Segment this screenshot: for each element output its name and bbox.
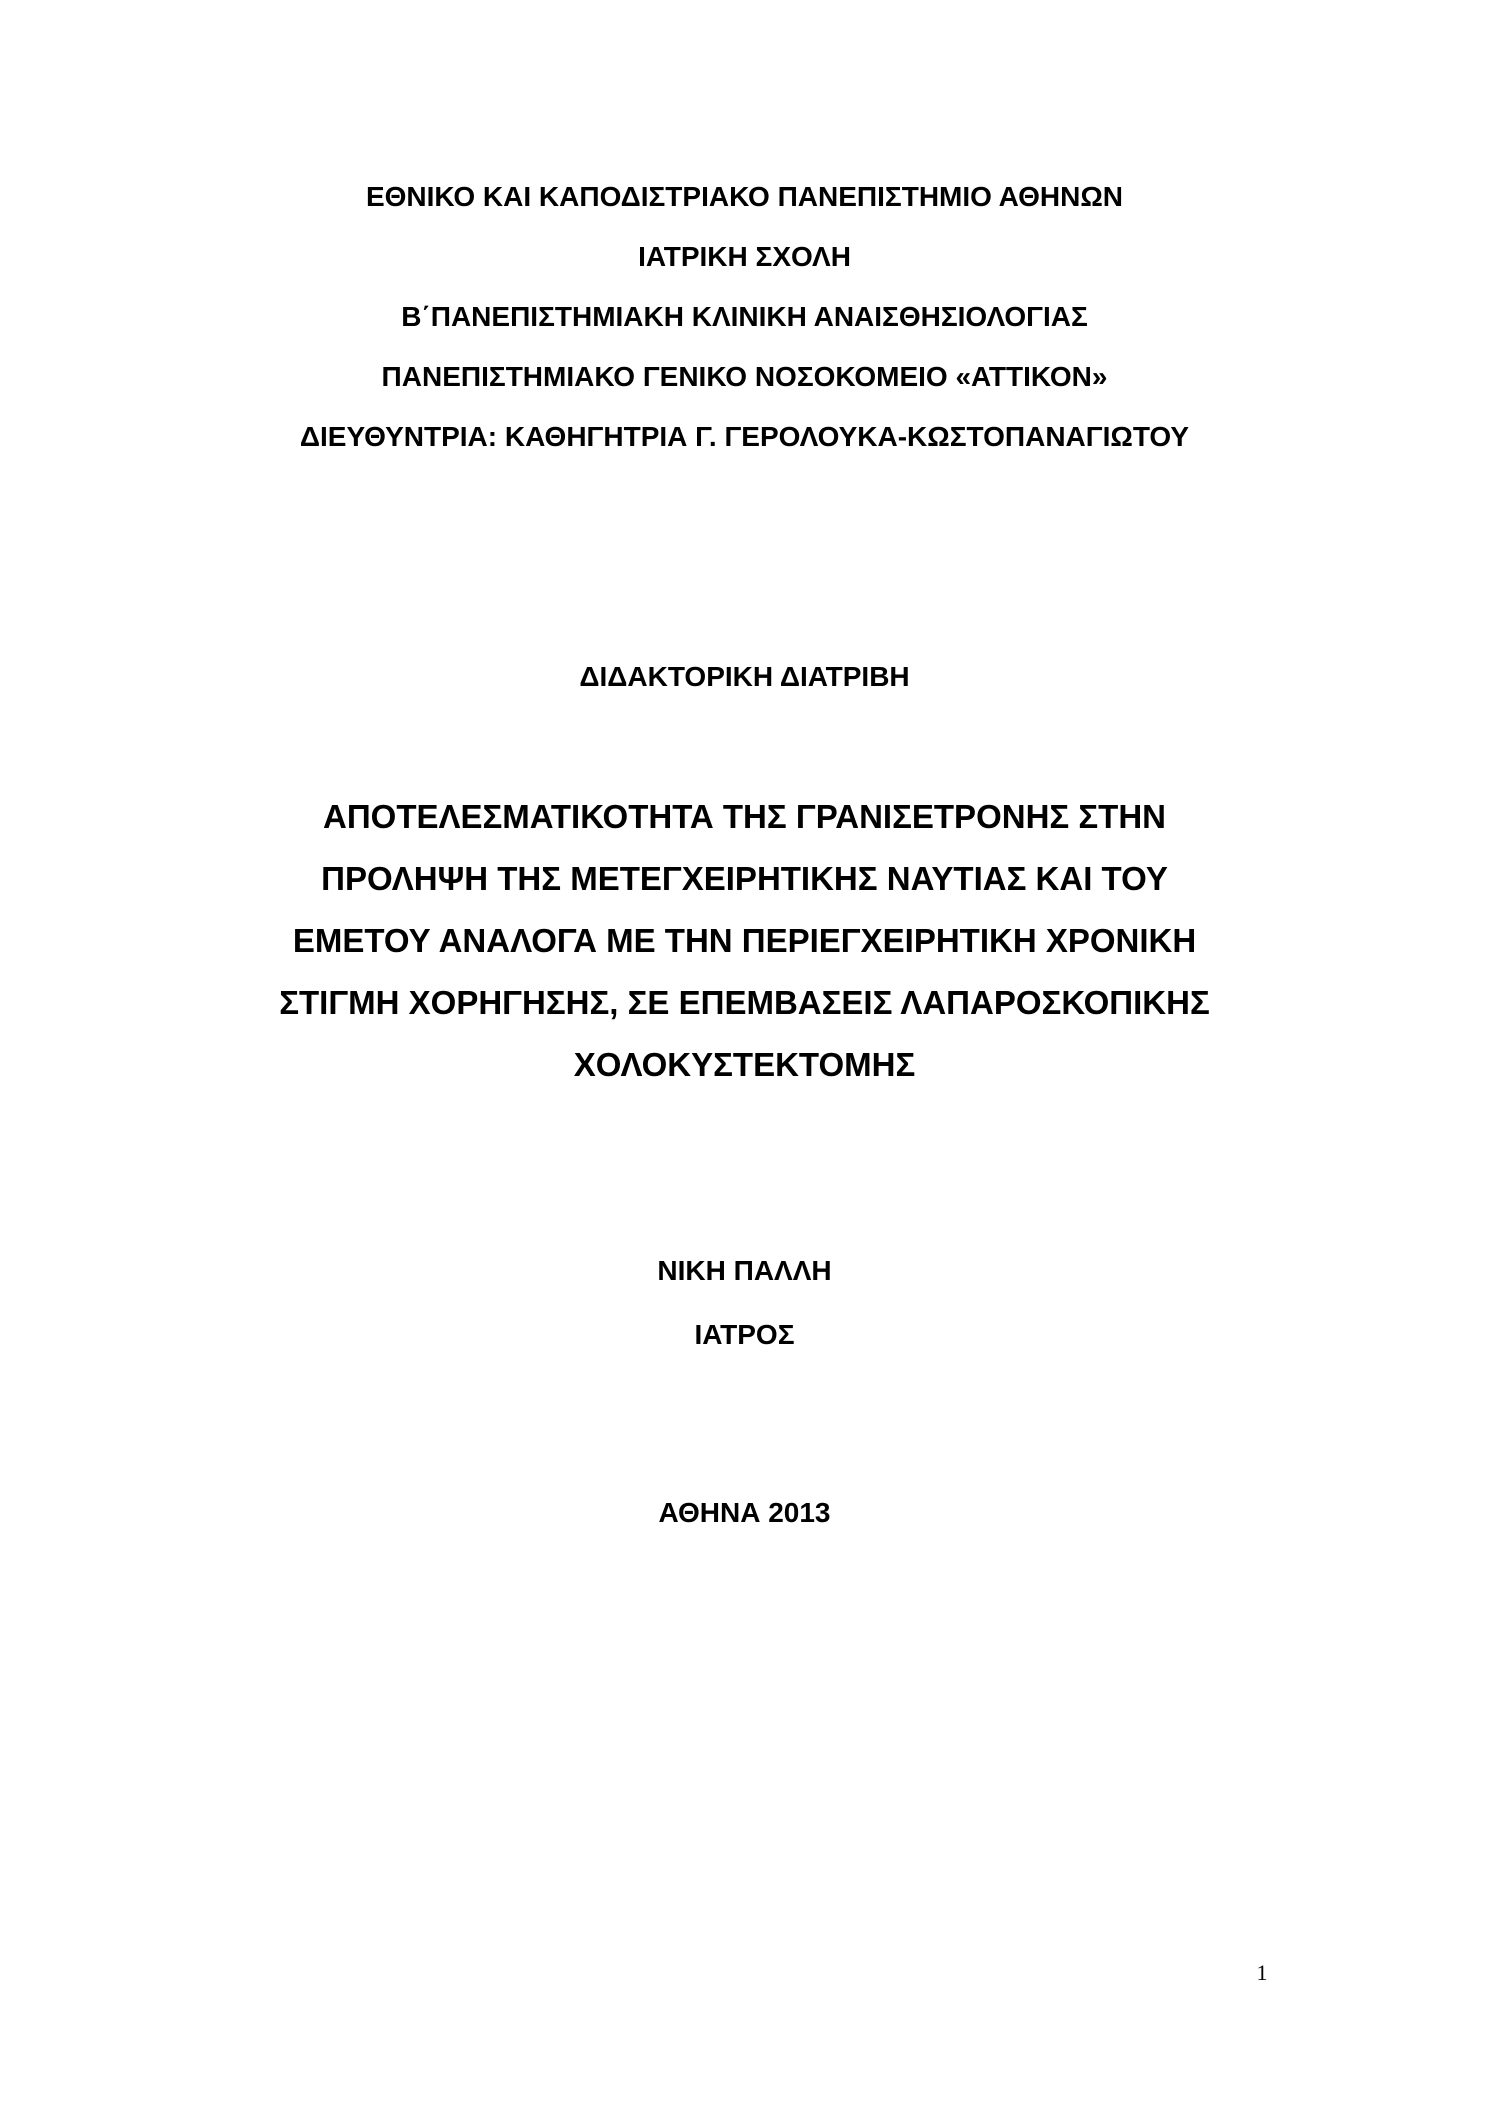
university-name: ΕΘΝΙΚΟ ΚΑΙ ΚΑΠΟΔΙΣΤΡΙΑΚΟ ΠΑΝΕΠΙΣΤΗΜΙΟ ΑΘΗΝΩΝ xyxy=(365,181,1124,212)
title-line: ΧΟΛΟΚΥΣΤΕΚΤΟΜΗΣ xyxy=(573,1046,916,1083)
hospital-name: ΠΑΝΕΠΙΣΤΗΜΙΑΚΟ ΓΕΝΙΚΟ ΝΟΣΟΚΟΜΕΙΟ «ΑΤΤΙΚΟΝ» xyxy=(381,361,1108,392)
title-line: ΣΤΙΓΜΗ ΧΟΡΗΓΗΣΗΣ, ΣΕ ΕΠΕΜΒΑΣΕΙΣ ΛΑΠΑΡΟΣΚΟΠΙΚΗΣ xyxy=(279,984,1210,1021)
clinic-name: Β΄ΠΑΝΕΠΙΣΤΗΜΙΑΚΗ ΚΛΙΝΙΚΗ ΑΝΑΙΣΘΗΣΙΟΛΟΓΙΑΣ xyxy=(401,301,1088,332)
author-profession: ΙΑΤΡΟΣ xyxy=(694,1319,795,1350)
page-number: 1 xyxy=(1256,1960,1268,1985)
title-line: ΕΜΕΤΟΥ ΑΝΑΛΟΓΑ ΜΕ ΤΗΝ ΠΕΡΙΕΓΧΕΙΡΗΤΙΚΗ ΧΡΟΝΙΚΗ xyxy=(292,922,1197,959)
director-line: ΔΙΕΥΘΥΝΤΡΙΑ: ΚΑΘΗΓΗΤΡΙΑ Γ. ΓΕΡΟΛΟΥΚΑ-ΚΩΣΤΟΠΑΝΑΓΙΩΤΟΥ xyxy=(299,421,1190,452)
school-name: ΙΑΤΡΙΚΗ ΣΧΟΛΗ xyxy=(638,241,851,272)
title-line: ΠΡΟΛΗΨΗ ΤΗΣ ΜΕΤΕΓΧΕΙΡΗΤΙΚΗΣ ΝΑΥΤΙΑΣ ΚΑΙ ΤΟΥ xyxy=(321,860,1168,897)
document-type: ΔΙΔΑΚΤΟΡΙΚΗ ΔΙΑΤΡΙΒΗ xyxy=(579,661,910,692)
place-and-date: ΑΘΗΝΑ 2013 xyxy=(658,1497,831,1528)
title-line: ΑΠΟΤΕΛΕΣΜΑΤΙΚΟΤΗΤΑ ΤΗΣ ΓΡΑΝΙΣΕΤΡΟΝΗΣ ΣΤΗΝ xyxy=(322,798,1166,835)
author-name: ΝΙΚΗ ΠΑΛΛΗ xyxy=(657,1255,832,1286)
